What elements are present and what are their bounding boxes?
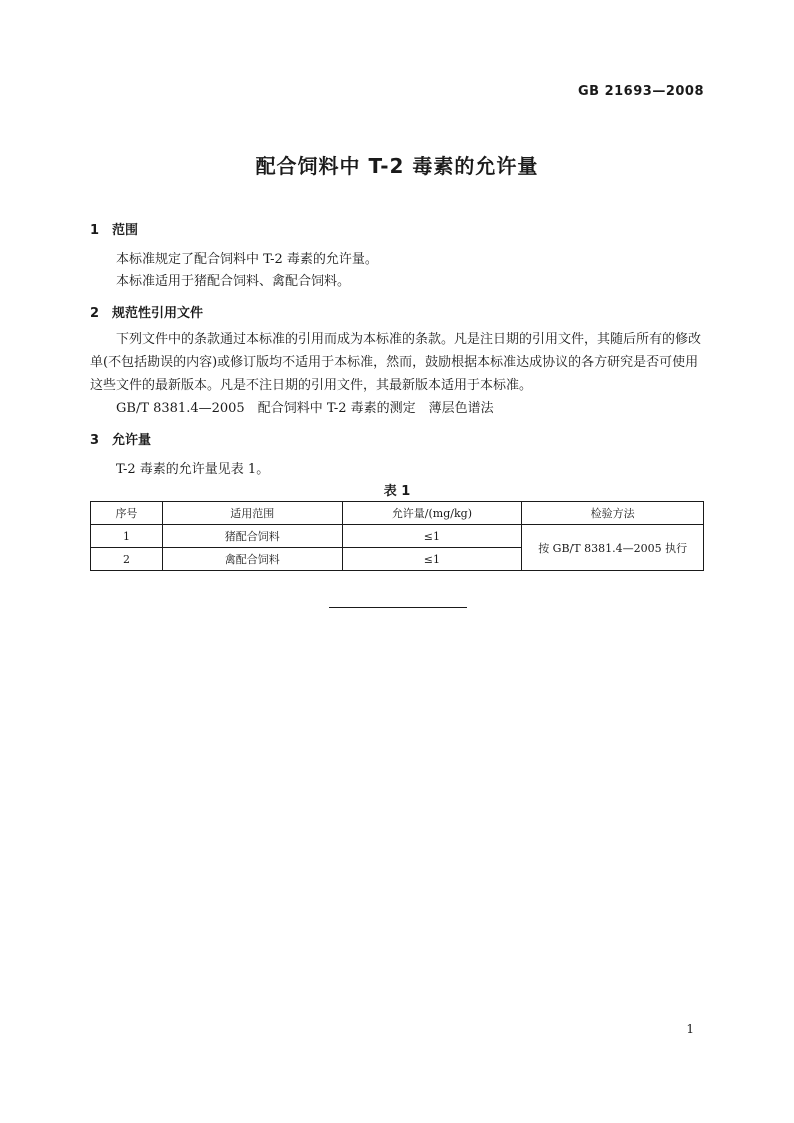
section-number: 3 xyxy=(90,433,100,448)
section-number: 1 xyxy=(90,223,100,238)
standard-number: GB 21693—2008 xyxy=(577,84,704,99)
section-number: 2 xyxy=(90,306,100,321)
limits-table xyxy=(90,501,704,571)
cell-method: 按 GB/T 8381.4—2005 执行 xyxy=(522,525,704,571)
section-heading-limits xyxy=(90,429,151,448)
scope-line-2: 本标准适用于猪配合饲料、禽配合饲料。 xyxy=(116,274,351,289)
cell-index: 1 xyxy=(91,525,163,548)
normative-citation: GB/T 8381.4—2005 配合饲料中 T-2 毒素的测定 薄层色谱法 xyxy=(116,401,494,416)
cell-scope: 猪配合饲料 xyxy=(162,525,342,548)
cell-limit: ≤1 xyxy=(342,525,522,548)
cell-limit: ≤1 xyxy=(342,548,522,571)
end-of-document-rule xyxy=(329,607,467,608)
limits-intro: T-2 毒素的允许量见表 1。 xyxy=(116,462,270,477)
section-heading-scope xyxy=(90,219,138,238)
column-header-scope: 适用范围 xyxy=(162,502,342,525)
column-header-limit: 允许量/(mg/kg) xyxy=(342,502,522,525)
document-title: 配合饲料中 T-2 毒素的允许量 xyxy=(255,154,539,178)
references-paragraph: 下列文件中的条款通过本标准的引用而成为本标准的条款。凡是注日期的引用文件，其随后所有的修改单(不包括勘误的内容)或修订版均不适用于本标准，然而，鼓励根据本标准达成协议的各方研究是否可使用这些文件的最新版本。凡是不注日期的引用文件，其最新版本适用于本标准。 xyxy=(90,332,702,393)
column-header-method: 检验方法 xyxy=(522,502,704,525)
cell-index: 2 xyxy=(91,548,163,571)
cell-scope: 禽配合饲料 xyxy=(162,548,342,571)
section-heading-references xyxy=(90,302,203,321)
table-header-row xyxy=(91,502,704,525)
table-row xyxy=(91,525,704,548)
section-title: 允许量 xyxy=(112,433,152,448)
table-caption: 表 1 xyxy=(383,484,411,499)
scope-line-1: 本标准规定了配合饲料中 T-2 毒素的允许量。 xyxy=(116,252,378,267)
section-title: 规范性引用文件 xyxy=(112,306,204,321)
section-title: 范围 xyxy=(112,223,139,238)
page-number: 1 xyxy=(686,1022,694,1036)
column-header-index: 序号 xyxy=(91,502,163,525)
